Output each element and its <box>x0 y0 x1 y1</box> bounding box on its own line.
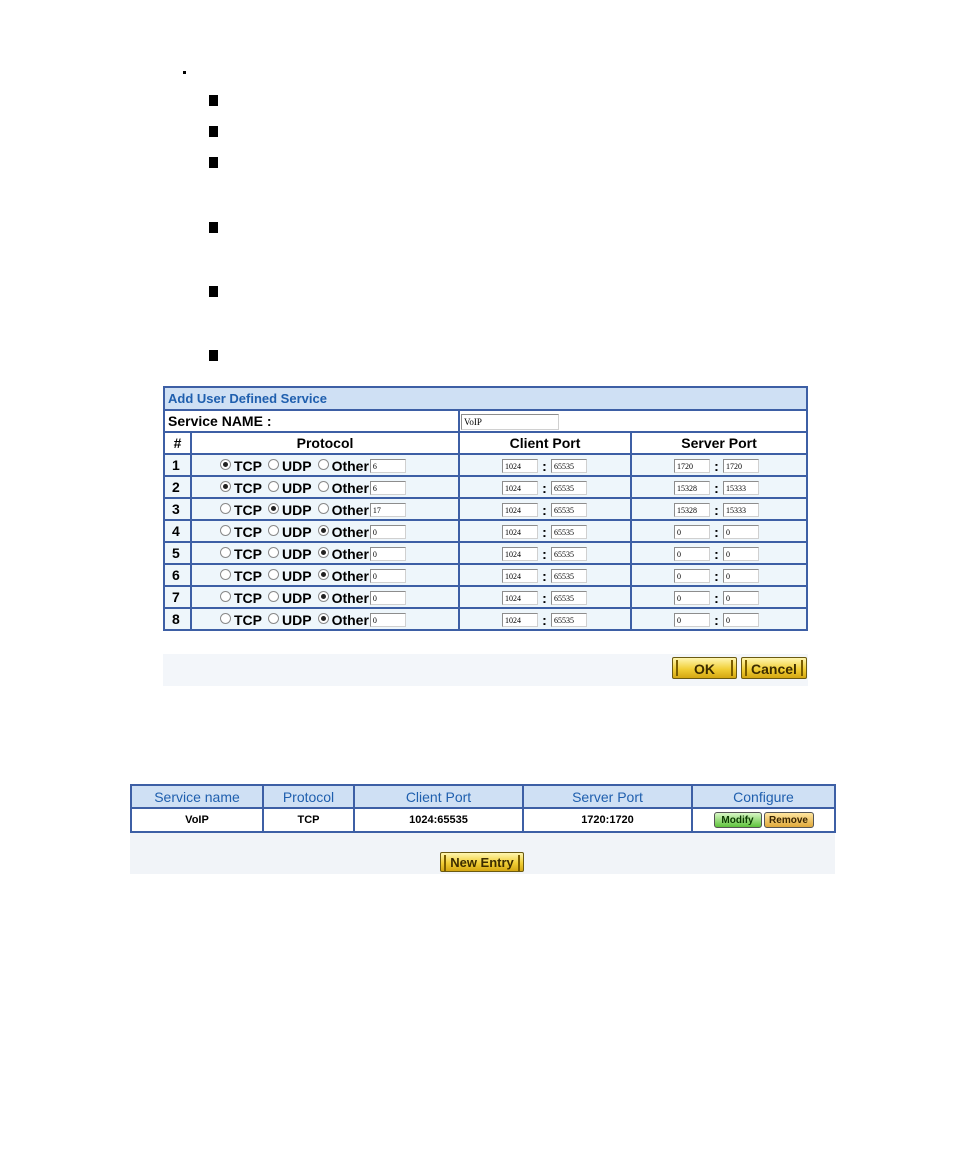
port-separator: : <box>714 589 719 606</box>
client-port-cell <box>459 476 631 498</box>
other-radio[interactable] <box>318 569 329 580</box>
protocol-cell <box>191 608 459 630</box>
port-separator: : <box>714 501 719 518</box>
header-server-port: Server Port <box>631 432 807 454</box>
client-port-cell <box>459 498 631 520</box>
table-row <box>164 520 807 542</box>
cancel-button[interactable]: Cancel <box>741 657 807 679</box>
other-label: Other <box>331 545 369 562</box>
list-cell-protocol: TCP <box>263 808 354 832</box>
port-separator: : <box>714 479 719 496</box>
service-name-label: Service NAME : <box>164 410 459 432</box>
bullet-marker <box>209 95 218 106</box>
row-number: 3 <box>164 498 191 520</box>
udp-radio[interactable] <box>268 503 279 514</box>
server-port-from-input[interactable]: 15328 <box>674 481 710 495</box>
table-row <box>164 542 807 564</box>
other-label: Other <box>331 567 369 584</box>
tcp-radio[interactable] <box>220 569 231 580</box>
udp-label: UDP <box>282 457 312 474</box>
client-port-cell <box>459 608 631 630</box>
protocol-cell <box>191 498 459 520</box>
other-radio[interactable] <box>318 591 329 602</box>
other-label: Other <box>331 501 369 518</box>
other-label: Other <box>331 589 369 606</box>
other-radio[interactable] <box>318 503 329 514</box>
other-protocol-input[interactable]: 6 <box>370 459 406 473</box>
port-separator: : <box>714 523 719 540</box>
server-port-cell <box>631 520 807 542</box>
other-protocol-input[interactable]: 0 <box>370 525 406 539</box>
table-row <box>164 564 807 586</box>
client-port-to-input[interactable]: 65535 <box>551 547 587 561</box>
server-port-to-input[interactable]: 1720 <box>723 459 759 473</box>
list-header-client-port: Client Port <box>354 785 523 808</box>
other-label: Other <box>331 457 369 474</box>
row-number: 8 <box>164 608 191 630</box>
port-separator: : <box>714 457 719 474</box>
tcp-radio[interactable] <box>220 613 231 624</box>
other-protocol-input[interactable]: 0 <box>370 569 406 583</box>
client-port-to-input[interactable]: 65535 <box>551 459 587 473</box>
udp-radio[interactable] <box>268 569 279 580</box>
row-number: 4 <box>164 520 191 542</box>
server-port-cell <box>631 498 807 520</box>
service-name-cell <box>459 410 807 432</box>
list-header-server-port: Server Port <box>523 785 692 808</box>
protocol-cell <box>191 520 459 542</box>
server-port-to-input[interactable]: 15333 <box>723 503 759 517</box>
other-radio[interactable] <box>318 459 329 470</box>
client-port-from-input[interactable]: 1024 <box>502 547 538 561</box>
remove-button[interactable]: Remove <box>764 812 814 828</box>
server-port-to-input[interactable]: 0 <box>723 547 759 561</box>
tcp-label: TCP <box>234 567 262 584</box>
list-header-configure: Configure <box>692 785 835 808</box>
server-port-cell <box>631 476 807 498</box>
server-port-from-input[interactable]: 1720 <box>674 459 710 473</box>
server-port-from-input[interactable]: 0 <box>674 613 710 627</box>
server-port-from-input[interactable]: 0 <box>674 547 710 561</box>
udp-radio[interactable] <box>268 547 279 558</box>
client-port-cell <box>459 454 631 476</box>
udp-label: UDP <box>282 501 312 518</box>
service-list-table <box>130 784 836 833</box>
list-cell-configure <box>692 808 835 832</box>
other-protocol-input[interactable]: 0 <box>370 613 406 627</box>
client-port-to-input[interactable]: 65535 <box>551 591 587 605</box>
table-row <box>164 454 807 476</box>
bullet-marker <box>209 222 218 233</box>
add-service-table <box>163 386 808 631</box>
client-port-to-input[interactable]: 65535 <box>551 503 587 517</box>
server-port-cell <box>631 454 807 476</box>
table-row <box>164 476 807 498</box>
list-header-protocol: Protocol <box>263 785 354 808</box>
port-separator: : <box>714 611 719 628</box>
bullet-dot <box>183 71 186 74</box>
server-port-from-input[interactable]: 15328 <box>674 503 710 517</box>
protocol-cell <box>191 586 459 608</box>
server-port-cell <box>631 542 807 564</box>
add-service-form <box>163 386 808 686</box>
server-port-cell <box>631 608 807 630</box>
client-port-cell <box>459 586 631 608</box>
tcp-label: TCP <box>234 611 262 628</box>
bullet-marker <box>209 350 218 361</box>
server-port-cell <box>631 564 807 586</box>
client-port-to-input[interactable]: 65535 <box>551 481 587 495</box>
client-port-cell <box>459 520 631 542</box>
bullet-marker <box>209 126 218 137</box>
protocol-cell <box>191 542 459 564</box>
tcp-radio[interactable] <box>220 503 231 514</box>
service-list <box>130 784 835 874</box>
header-num: # <box>164 432 191 454</box>
udp-label: UDP <box>282 589 312 606</box>
header-protocol: Protocol <box>191 432 459 454</box>
udp-label: UDP <box>282 611 312 628</box>
client-port-from-input[interactable]: 1024 <box>502 481 538 495</box>
tcp-radio[interactable] <box>220 547 231 558</box>
tcp-label: TCP <box>234 589 262 606</box>
tcp-label: TCP <box>234 523 262 540</box>
udp-radio[interactable] <box>268 525 279 536</box>
client-port-from-input[interactable]: 1024 <box>502 569 538 583</box>
server-port-from-input[interactable]: 0 <box>674 569 710 583</box>
udp-label: UDP <box>282 523 312 540</box>
port-separator: : <box>542 611 547 628</box>
other-radio[interactable] <box>318 525 329 536</box>
other-label: Other <box>331 479 369 496</box>
port-separator: : <box>714 545 719 562</box>
server-port-to-input[interactable]: 15333 <box>723 481 759 495</box>
tcp-label: TCP <box>234 457 262 474</box>
tcp-radio[interactable] <box>220 459 231 470</box>
list-button-bar <box>130 833 835 874</box>
udp-radio[interactable] <box>268 459 279 470</box>
row-number: 2 <box>164 476 191 498</box>
other-radio[interactable] <box>318 613 329 624</box>
tcp-label: TCP <box>234 501 262 518</box>
tcp-label: TCP <box>234 545 262 562</box>
other-protocol-input[interactable]: 0 <box>370 591 406 605</box>
port-separator: : <box>542 501 547 518</box>
client-port-from-input[interactable]: 1024 <box>502 525 538 539</box>
list-cell-client-port: 1024:65535 <box>354 808 523 832</box>
bullet-marker <box>209 286 218 297</box>
udp-radio[interactable] <box>268 613 279 624</box>
udp-label: UDP <box>282 567 312 584</box>
bullet-marker <box>209 157 218 168</box>
service-name-input[interactable]: VoIP <box>461 414 559 430</box>
header-client-port: Client Port <box>459 432 631 454</box>
port-separator: : <box>542 567 547 584</box>
server-port-to-input[interactable]: 0 <box>723 569 759 583</box>
other-label: Other <box>331 523 369 540</box>
form-title: Add User Defined Service <box>164 387 807 410</box>
table-row <box>131 808 835 832</box>
udp-label: UDP <box>282 479 312 496</box>
udp-radio[interactable] <box>268 481 279 492</box>
table-row <box>164 586 807 608</box>
server-port-cell <box>631 586 807 608</box>
server-port-from-input[interactable]: 0 <box>674 525 710 539</box>
client-port-from-input[interactable]: 1024 <box>502 503 538 517</box>
client-port-cell <box>459 542 631 564</box>
tcp-label: TCP <box>234 479 262 496</box>
other-protocol-input[interactable]: 17 <box>370 503 406 517</box>
port-separator: : <box>542 457 547 474</box>
row-number: 6 <box>164 564 191 586</box>
udp-label: UDP <box>282 545 312 562</box>
udp-radio[interactable] <box>268 591 279 602</box>
client-port-from-input[interactable]: 1024 <box>502 591 538 605</box>
list-cell-server-port: 1720:1720 <box>523 808 692 832</box>
protocol-cell <box>191 564 459 586</box>
modify-button[interactable]: Modify <box>714 812 762 828</box>
client-port-to-input[interactable]: 65535 <box>551 525 587 539</box>
other-radio[interactable] <box>318 547 329 558</box>
server-port-from-input[interactable]: 0 <box>674 591 710 605</box>
client-port-to-input[interactable]: 65535 <box>551 569 587 583</box>
ok-button[interactable]: OK <box>672 657 737 679</box>
list-cell-service-name: VoIP <box>131 808 263 832</box>
client-port-from-input[interactable]: 1024 <box>502 459 538 473</box>
port-separator: : <box>542 479 547 496</box>
client-port-from-input[interactable]: 1024 <box>502 613 538 627</box>
protocol-cell <box>191 476 459 498</box>
table-row <box>164 498 807 520</box>
port-separator: : <box>542 589 547 606</box>
row-number: 1 <box>164 454 191 476</box>
protocol-cell <box>191 454 459 476</box>
new-entry-button[interactable]: New Entry <box>440 852 524 872</box>
other-label: Other <box>331 611 369 628</box>
client-port-to-input[interactable]: 65535 <box>551 613 587 627</box>
client-port-cell <box>459 564 631 586</box>
port-separator: : <box>542 545 547 562</box>
other-protocol-input[interactable]: 0 <box>370 547 406 561</box>
server-port-to-input[interactable]: 0 <box>723 613 759 627</box>
other-protocol-input[interactable]: 6 <box>370 481 406 495</box>
server-port-to-input[interactable]: 0 <box>723 525 759 539</box>
server-port-to-input[interactable]: 0 <box>723 591 759 605</box>
list-header-service-name: Service name <box>131 785 263 808</box>
tcp-radio[interactable] <box>220 591 231 602</box>
port-separator: : <box>714 567 719 584</box>
port-separator: : <box>542 523 547 540</box>
tcp-radio[interactable] <box>220 525 231 536</box>
table-row <box>164 608 807 630</box>
other-radio[interactable] <box>318 481 329 492</box>
row-number: 7 <box>164 586 191 608</box>
form-button-bar <box>163 654 808 686</box>
tcp-radio[interactable] <box>220 481 231 492</box>
row-number: 5 <box>164 542 191 564</box>
